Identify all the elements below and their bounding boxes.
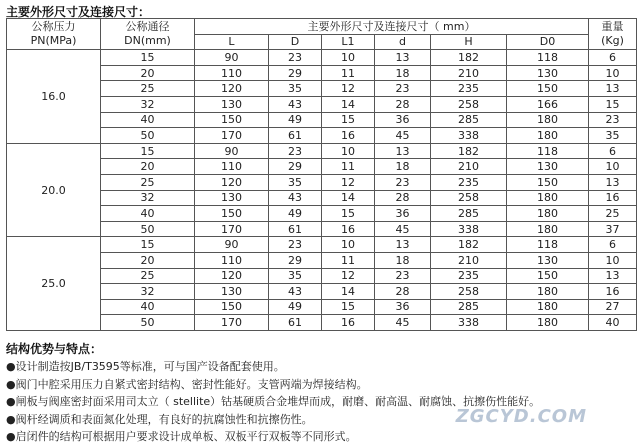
table-cell: 120 [195, 268, 269, 284]
table-cell: 23 [269, 237, 322, 253]
table-row [7, 252, 637, 268]
table-cell: 23 [375, 268, 431, 284]
header-dim-d-outer: D [269, 34, 322, 50]
table-cell: 285 [431, 206, 507, 222]
table-cell: 235 [431, 174, 507, 190]
table-cell: 130 [507, 252, 589, 268]
table-cell: 150 [195, 299, 269, 315]
table-cell: 235 [431, 81, 507, 97]
table-cell: 11 [322, 159, 375, 175]
table-cell: 29 [269, 159, 322, 175]
table-row [7, 50, 637, 66]
table-cell: 45 [375, 315, 431, 331]
table-cell: 13 [589, 174, 637, 190]
table-cell: 36 [375, 299, 431, 315]
table-row [7, 284, 637, 300]
table-cell: 14 [322, 190, 375, 206]
table-cell: 182 [431, 143, 507, 159]
header-weight [589, 19, 637, 50]
header-pn [7, 19, 101, 50]
table-cell: 150 [507, 81, 589, 97]
table-cell: 37 [589, 221, 637, 237]
table-cell: 118 [507, 50, 589, 66]
table-cell: 13 [375, 143, 431, 159]
table-row [7, 190, 637, 206]
table-row [7, 159, 637, 175]
table-cell: 10 [322, 143, 375, 159]
table-cell: 43 [269, 284, 322, 300]
table-cell: 180 [507, 221, 589, 237]
pressure-cell: 25.0 [7, 237, 101, 331]
table-cell: 32 [101, 190, 195, 206]
table-cell: 12 [322, 268, 375, 284]
table-cell: 50 [101, 128, 195, 144]
table-cell: 13 [589, 81, 637, 97]
table-cell: 29 [269, 252, 322, 268]
feature-item: ●阀杆经调质和表面氮化处理，有良好的抗腐蚀性和抗擦伤性。 [6, 412, 313, 426]
table-row [7, 206, 637, 222]
table-cell: 6 [589, 50, 637, 66]
table-cell: 12 [322, 174, 375, 190]
table-cell: 23 [589, 112, 637, 128]
table-cell: 170 [195, 128, 269, 144]
table-cell: 6 [589, 143, 637, 159]
table-cell: 16 [589, 190, 637, 206]
table-cell: 43 [269, 96, 322, 112]
header-dn [101, 19, 195, 50]
watermark-logo: ZGCYD.COM [455, 406, 587, 427]
table-cell: 36 [375, 112, 431, 128]
table-cell: 180 [507, 128, 589, 144]
table-cell: 23 [269, 50, 322, 66]
table-cell: 14 [322, 284, 375, 300]
header-dim-l: L [195, 34, 269, 50]
table-cell: 40 [101, 299, 195, 315]
section-title: 主要外形尺寸及连接尺寸： [6, 5, 151, 19]
table-row [7, 96, 637, 112]
table-cell: 182 [431, 50, 507, 66]
table-row [7, 237, 637, 253]
table-cell: 170 [195, 315, 269, 331]
table-cell: 43 [269, 190, 322, 206]
table-cell: 28 [375, 96, 431, 112]
table-cell: 35 [269, 174, 322, 190]
header-weight-line2: (Kg) [601, 34, 624, 48]
header-weight-line1: 重量 [601, 20, 624, 34]
table-cell: 10 [322, 50, 375, 66]
table-cell: 180 [507, 206, 589, 222]
table-cell: 182 [431, 237, 507, 253]
table-row [7, 174, 637, 190]
header-pn-line2: PN(MPa) [30, 34, 77, 48]
table-cell: 130 [195, 96, 269, 112]
table-cell: 110 [195, 252, 269, 268]
table-cell: 25 [589, 206, 637, 222]
table-cell: 285 [431, 112, 507, 128]
header-dim-d0: D0 [507, 34, 589, 50]
table-cell: 118 [507, 237, 589, 253]
table-cell: 32 [101, 284, 195, 300]
table-cell: 49 [269, 206, 322, 222]
table-cell: 210 [431, 159, 507, 175]
table-cell: 130 [507, 65, 589, 81]
table-cell: 90 [195, 50, 269, 66]
table-cell: 15 [101, 237, 195, 253]
table-cell: 13 [375, 237, 431, 253]
table-cell: 14 [322, 96, 375, 112]
table-cell: 35 [269, 81, 322, 97]
pressure-cell: 20.0 [7, 143, 101, 237]
table-cell: 235 [431, 268, 507, 284]
table-cell: 338 [431, 128, 507, 144]
table-cell: 285 [431, 299, 507, 315]
header-dn-line2: DN(mm) [124, 34, 171, 48]
table-cell: 258 [431, 190, 507, 206]
features-title: 结构优势与特点： [6, 342, 103, 356]
table-cell: 10 [589, 252, 637, 268]
table-cell: 258 [431, 96, 507, 112]
table-cell: 25 [101, 174, 195, 190]
table-cell: 15 [101, 143, 195, 159]
header-dim-l1: L1 [322, 34, 375, 50]
table-cell: 20 [101, 65, 195, 81]
table-cell: 170 [195, 221, 269, 237]
header-dims-group: 主要外形尺寸及连接尺寸（ mm） [195, 19, 589, 35]
table-cell: 29 [269, 65, 322, 81]
table-cell: 130 [507, 159, 589, 175]
table-row [7, 299, 637, 315]
table-cell: 35 [589, 128, 637, 144]
table-cell: 12 [322, 81, 375, 97]
table-cell: 180 [507, 315, 589, 331]
table-cell: 166 [507, 96, 589, 112]
table-cell: 210 [431, 252, 507, 268]
table-cell: 15 [101, 50, 195, 66]
table-cell: 11 [322, 65, 375, 81]
table-cell: 15 [322, 206, 375, 222]
table-cell: 15 [322, 112, 375, 128]
table-cell: 10 [322, 237, 375, 253]
table-cell: 20 [101, 159, 195, 175]
table-cell: 15 [322, 299, 375, 315]
table-cell: 20 [101, 252, 195, 268]
table-cell: 16 [322, 128, 375, 144]
table-row [7, 112, 637, 128]
table-cell: 18 [375, 159, 431, 175]
table-cell: 180 [507, 112, 589, 128]
table-cell: 45 [375, 221, 431, 237]
table-body [7, 50, 637, 331]
table-cell: 61 [269, 128, 322, 144]
feature-item: ●设计制造按JB/T3595等标准，可与国产设备配套使用。 [6, 360, 285, 373]
table-cell: 45 [375, 128, 431, 144]
table-cell: 150 [195, 206, 269, 222]
table-cell: 150 [195, 112, 269, 128]
table-cell: 23 [269, 143, 322, 159]
table-cell: 50 [101, 315, 195, 331]
table-cell: 180 [507, 190, 589, 206]
table-row [7, 221, 637, 237]
header-dim-h: H [431, 34, 507, 50]
header-pn-line1: 公称压力 [31, 20, 76, 34]
features-section [6, 341, 596, 446]
table-cell: 118 [507, 143, 589, 159]
pressure-cell: 16.0 [7, 50, 101, 144]
table-cell: 61 [269, 315, 322, 331]
table-cell: 28 [375, 284, 431, 300]
table-row [7, 81, 637, 97]
table-cell: 110 [195, 159, 269, 175]
table-cell: 10 [589, 159, 637, 175]
table-cell: 49 [269, 299, 322, 315]
table-cell: 27 [589, 299, 637, 315]
table-cell: 40 [589, 315, 637, 331]
table-cell: 120 [195, 174, 269, 190]
table-cell: 16 [589, 284, 637, 300]
table-cell: 130 [195, 284, 269, 300]
table-cell: 36 [375, 206, 431, 222]
table-row [7, 65, 637, 81]
header-dim-d-inner: d [375, 34, 431, 50]
header-dn-line1: 公称通径 [125, 20, 170, 34]
table-cell: 90 [195, 237, 269, 253]
table-cell: 25 [101, 81, 195, 97]
table-row [7, 268, 637, 284]
table-cell: 338 [431, 315, 507, 331]
table-cell: 180 [507, 284, 589, 300]
table-cell: 49 [269, 112, 322, 128]
table-cell: 180 [507, 299, 589, 315]
table-cell: 110 [195, 65, 269, 81]
table-cell: 6 [589, 237, 637, 253]
table-cell: 18 [375, 65, 431, 81]
table-cell: 13 [375, 50, 431, 66]
table-cell: 338 [431, 221, 507, 237]
table-cell: 16 [322, 315, 375, 331]
table-cell: 40 [101, 112, 195, 128]
table-cell: 90 [195, 143, 269, 159]
feature-item: ●闸板与阀座密封面采用司太立（ stellite）钴基硬质合金堆焊而成，耐磨、耐高温、耐腐蚀、抗擦伤性能好。 [6, 395, 541, 408]
table-cell: 210 [431, 65, 507, 81]
table-row [7, 143, 637, 159]
table-cell: 23 [375, 81, 431, 97]
table-cell: 15 [589, 96, 637, 112]
feature-item: ●启闭件的结构可根据用户要求设计成单板、双板平行双板等不同形式。 [6, 430, 357, 443]
table-cell: 120 [195, 81, 269, 97]
table-cell: 13 [589, 268, 637, 284]
table-cell: 35 [269, 268, 322, 284]
table-cell: 40 [101, 206, 195, 222]
table-cell: 11 [322, 252, 375, 268]
table-cell: 258 [431, 284, 507, 300]
table-cell: 61 [269, 221, 322, 237]
table-cell: 18 [375, 252, 431, 268]
table-cell: 150 [507, 268, 589, 284]
table-cell: 50 [101, 221, 195, 237]
table-cell: 23 [375, 174, 431, 190]
spec-table [6, 18, 637, 331]
table-cell: 130 [195, 190, 269, 206]
table-row [7, 128, 637, 144]
table-cell: 16 [322, 221, 375, 237]
table-cell: 28 [375, 190, 431, 206]
table-cell: 10 [589, 65, 637, 81]
table-cell: 32 [101, 96, 195, 112]
table-cell: 150 [507, 174, 589, 190]
table-cell: 25 [101, 268, 195, 284]
feature-item: ●阀门中腔采用压力自紧式密封结构、密封性能好。支管两端为焊接结构。 [6, 377, 368, 391]
table-row [7, 315, 637, 331]
